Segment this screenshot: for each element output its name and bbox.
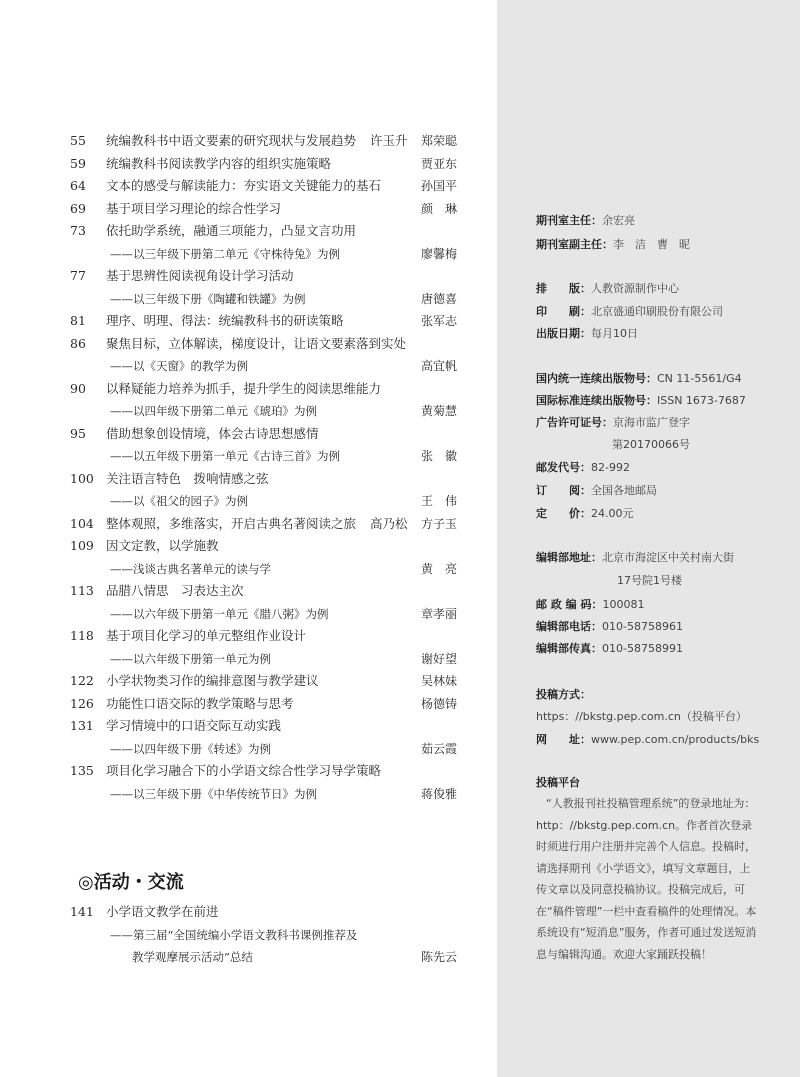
article-title: 聚焦目标，立体解读，梯度设计，让语文要素落到实处 [106,335,407,351]
page-number: 64 [70,178,86,193]
page-number: 141 [70,904,94,919]
masthead-issn: 国际标准连续出版物号：ISSN 1673-7687 [536,394,746,407]
masthead-fax: 编辑部传真：010-58758991 [536,642,683,655]
article-author: 蒋俊雅 [420,786,457,801]
submission-method: 投稿方式： [536,688,591,701]
article-author: 贾亚东 [420,156,457,171]
article-title: 关注语言特色 拨响情感之弦 [106,470,269,486]
table-of-contents-activities [70,901,465,969]
masthead-typeset: 排 版：人教资源制作中心 [536,282,679,295]
page-number: 126 [70,695,94,711]
article-subtitle: ——以五年级下册第一单元《古诗三首》为例 [110,449,340,463]
masthead-price: 定 价：24.00元 [536,507,634,520]
page-number: 81 [70,313,86,328]
article-title: 因文定教，以学施教 [106,538,219,553]
toc-entry[interactable] [70,198,465,221]
toc-entry[interactable] [70,693,465,716]
platform-text: “人教报刊社投稿管理系统”的登录地址为：http：//bkstg.pep.com.cn。作者首次登录时须进行用户注册并完善个人信息。投稿时，请选择期刊《小学语文》，填写文章题目，上传文章以及同意投稿协议。投稿完成后，可在“稿件管理”一栏中查看稿件的处理情况。本系统设有“短消息”服务，作者可通过发送短消息与编辑沟通。欢迎大家踊跃投稿！ [536,797,757,961]
page-number: 122 [70,673,94,688]
article-coauthor: 高乃松 [370,515,408,531]
page-number: 118 [70,628,94,643]
table-of-contents [70,130,465,805]
website[interactable]: 网 址：www.pep.com.cn/products/bks [536,733,760,746]
article-author: 郑荣聪 [420,134,457,148]
article-author: 张军志 [420,314,457,328]
article-title: 小学语文教学在前进 [106,904,219,919]
toc-entry[interactable] [70,901,465,969]
submission-url[interactable]: https：//bkstg.pep.com.cn（投稿平台） [536,710,747,723]
article-author: 颜 琳 [420,201,457,216]
toc-entry[interactable] [70,760,465,805]
masthead-cn: 国内统一连续出版物号：CN 11-5561/G4 [536,372,742,385]
article-title: 统编教科书阅读教学内容的组织实施策略 [106,155,332,171]
article-subtitle: ——以三年级下册第二单元《守株待兔》为例 [110,246,340,261]
toc-entry[interactable] [70,670,465,693]
page-number: 100 [70,470,94,486]
page-number: 86 [70,335,86,351]
toc-entry[interactable] [70,625,465,670]
page-number: 131 [70,718,94,733]
article-subtitle: ——以三年级下册《中华传统节日》为例 [110,786,317,801]
article-author: 茹云霞 [420,741,457,756]
page-number: 113 [70,583,94,598]
article-author: 廖馨梅 [420,246,457,261]
article-title: 统编教科书中语文要素的研究现状与发展趋势 [106,133,357,148]
page-number: 69 [70,200,86,216]
toc-entry[interactable] [70,153,465,176]
page-number: 59 [70,155,86,171]
article-subtitle: ——以六年级下册第一单元为例 [110,651,271,666]
article-author: 高宜帆 [420,359,457,373]
article-subtitle: ——以《天窗》的教学为例 [110,359,248,373]
section-heading: ◎活动・交流 [78,872,184,893]
masthead-order: 订 阅：全国各地邮局 [536,484,657,497]
article-title: 文本的感受与解读能力：夯实语文关键能力的基石 [106,178,382,193]
toc-entry[interactable] [70,333,465,378]
article-subtitle: ——浅谈古典名著单元的读与学 [110,561,271,576]
masthead-zip: 邮 政 编 码：100081 [536,598,645,611]
toc-entry[interactable] [70,715,465,760]
masthead-ad-cont: 第20170066号 [612,438,690,451]
article-author: 王 伟 [420,494,457,508]
article-title: 借助想象创设情境，体会古诗思想感情 [106,425,319,441]
article-subtitle: ——以四年级下册《转述》为例 [110,741,271,756]
page-number: 90 [70,380,86,396]
article-title: 基于项目化学习的单元整组作业设计 [106,628,307,643]
article-subtitle: ——以四年级下册第二单元《琥珀》为例 [110,404,317,418]
article-title: 学习情境中的口语交际互动实践 [106,718,282,733]
page-number: 104 [70,515,94,531]
article-title: 基于思辨性阅读视角设计学习活动 [106,268,294,283]
page-number: 95 [70,425,86,441]
article-author: 张 徽 [420,449,457,463]
masthead-deputy: 期刊室副主任：李 洁 曹 昵 [536,238,690,251]
masthead-tel: 编辑部电话：010-58758961 [536,620,683,633]
article-coauthor: 许玉升 [370,133,408,148]
article-subtitle: ——以三年级下册《陶罐和铁罐》为例 [110,291,306,306]
article-author: 黄菊慧 [420,404,457,418]
article-author: 吴林妹 [420,674,457,688]
article-author: 杨德铸 [420,696,457,711]
page-number: 109 [70,538,94,553]
article-author: 章孝丽 [420,606,457,621]
masthead-print: 印 刷：北京盛通印刷股份有限公司 [536,305,723,318]
article-title: 小学状物类习作的编排意图与教学建议 [106,673,319,688]
article-title: 以释疑能力培养为抓手，提升学生的阅读思维能力 [106,380,382,396]
toc-entry[interactable] [70,468,465,513]
toc-entry[interactable] [70,130,465,153]
toc-entry[interactable] [70,175,465,198]
toc-entry[interactable] [70,423,465,468]
article-author: 黄 亮 [420,561,457,576]
masthead-date: 出版日期：每月10日 [536,327,638,340]
page-number: 73 [70,223,86,238]
toc-entry[interactable] [70,220,465,265]
masthead-editor: 期刊室主任：余宏亮 [536,214,635,227]
article-author: 方子玉 [420,516,457,531]
article-author: 唐德喜 [420,291,457,306]
toc-entry[interactable] [70,535,465,580]
article-title: 品腊八情思 习表达主次 [106,583,244,598]
toc-entry[interactable] [70,265,465,310]
masthead-address: 编辑部地址：北京市海淀区中关村南大街 [536,551,734,564]
toc-entry[interactable] [70,378,465,423]
article-author: 孙国平 [420,179,457,193]
article-subtitle-cont: 教学观摩展示活动”总结 [132,950,253,964]
masthead-ad: 广告许可证号：京海市监广登字 [536,416,690,429]
article-author: 陈先云 [420,950,457,964]
article-title: 整体观照，多维落实，开启古典名著阅读之旅 [106,515,357,531]
article-title: 功能性口语交际的教学策略与思考 [106,695,294,711]
toc-entry[interactable] [70,310,465,333]
masthead-post: 邮发代号：82-992 [536,461,630,474]
article-subtitle: ——第三届“全国统编小学语文教科书课例推荐及 [110,927,358,942]
platform-heading: 投稿平台 [536,776,580,789]
article-title: 理序、明理、得法：统编教科书的研读策略 [106,313,344,328]
article-subtitle: ——以《祖父的园子》为例 [110,494,248,508]
article-author: 谢好望 [420,651,457,666]
article-subtitle: ——以六年级下册第一单元《腊八粥》为例 [110,606,329,621]
toc-entry[interactable] [70,513,465,536]
masthead-address-cont: 17号院1号楼 [617,574,682,587]
article-title: 基于项目学习理论的综合性学习 [106,200,282,216]
toc-entry[interactable] [70,580,465,625]
page-number: 55 [70,133,86,148]
page-number: 77 [70,268,86,283]
page-number: 135 [70,763,94,778]
article-title: 依托助学系统，融通三项能力，凸显文言功用 [106,223,357,238]
article-title: 项目化学习融合下的小学语文综合性学习导学策略 [106,763,382,778]
